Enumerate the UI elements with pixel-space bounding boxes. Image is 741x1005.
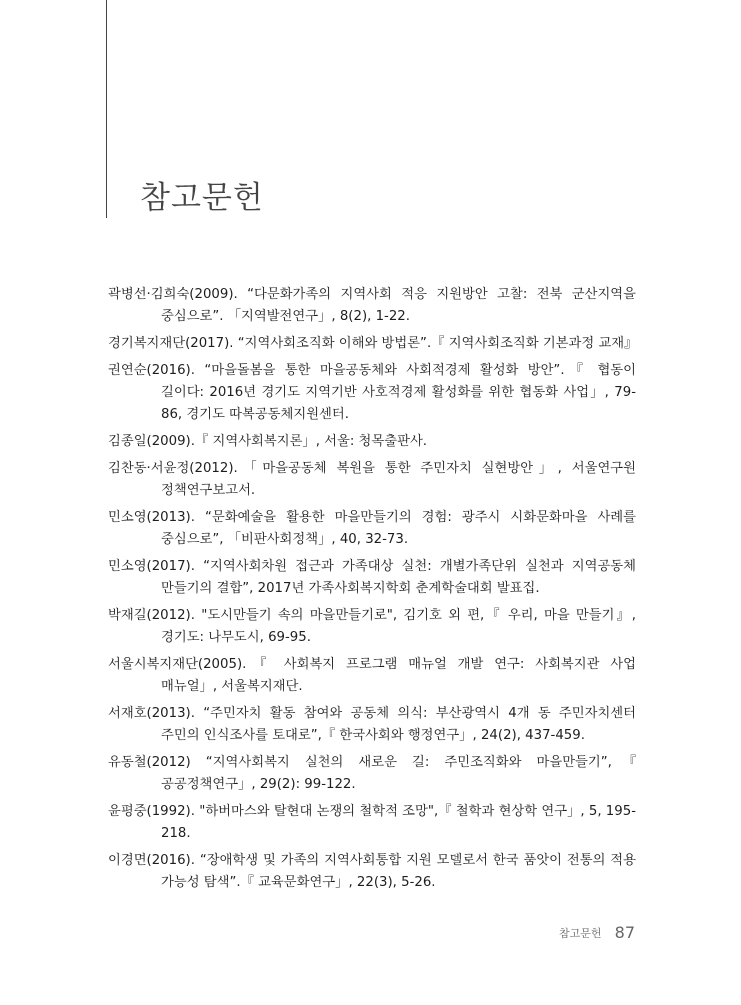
footer-section-label: 참고문헌	[559, 926, 602, 940]
page-footer	[559, 922, 635, 942]
page-title: 참고문헌	[140, 180, 264, 216]
reference-item: 권연순(2016). “마을돌봄을 통한 마을공동체와 사회적경제 활성화 방안”.『 협동이 길이다: 2016년 경기도 지역기반 사호적경제 활성화를 위한 협동화 사업」, 79-86, 경기도 따복공동체지원센터.	[108, 363, 636, 422]
reference-item: 김종일(2009).『 지역사회복지론」, 서울: 청목출판사.	[108, 434, 428, 449]
reference-item: 민소영(2013). “문화예술을 활용한 마을만들기의 경험: 광주시 시화문화마을 사례를 중심으로”, 「비판사회정책」, 40, 32-73.	[108, 510, 636, 547]
reference-item: 윤평중(1992). "하버마스와 탈현대 논쟁의 철학적 조망",『 철학과 현상학 연구」, 5, 195-218.	[108, 804, 636, 841]
vertical-rule	[106, 0, 107, 218]
reference-item: 유동철(2012) “지역사회복지 실천의 새로운 길: 주민조직화와 마을만들기”,『 공공정책연구」, 29(2): 99-122.	[108, 755, 636, 792]
reference-item: 서재호(2013). “주민자치 활동 참여와 공동체 의식: 부산광역시 4개 동 주민자치센터 주민의 인식조사를 토대로”,『 한국사회와 행정연구」, 24(2), 437-459.	[108, 706, 636, 743]
reference-item: 이경면(2016). “장애학생 및 가족의 지역사회통합 지원 모델로서 한국 품앗이 전통의 적용 가능성 탐색”.『 교육문화연구」, 22(3), 5-26.	[108, 853, 636, 890]
reference-item: 경기복지재단(2017). “지역사회조직화 이해와 방법론”.『 지역사회조직화 기본과정 교재』	[108, 336, 638, 351]
reference-item: 민소영(2017). “지역사회차원 접근과 가족대상 실천: 개별가족단위 실천과 지역공동체 만들기의 결합”, 2017년 가족사회복지학회 춘계학술대회 발표집.	[108, 559, 636, 596]
reference-item: 박재길(2012). "도시만들기 속의 마을만들기로", 김기호 외 편,『 우리, 마을 만들기』, 경기도: 나무도시, 69-95.	[108, 608, 636, 645]
reference-list	[108, 284, 636, 899]
reference-item: 김찬동·서윤정(2012).「마을공동체 복원을 통한 주민자치 실현방안」, 서울연구원 정책연구보고서.	[108, 461, 636, 498]
page-number: 87	[614, 923, 635, 942]
reference-item: 서울시복지재단(2005).『 사회복지 프로그램 매뉴얼 개발 연구: 사회복지관 사업 매뉴얼」, 서울복지재단.	[108, 657, 636, 694]
reference-item: 곽병선·김희숙(2009). “다문화가족의 지역사회 적응 지원방안 고찰: 전북 군산지역을 중심으로”. 「지역발전연구」, 8(2), 1-22.	[108, 287, 636, 324]
